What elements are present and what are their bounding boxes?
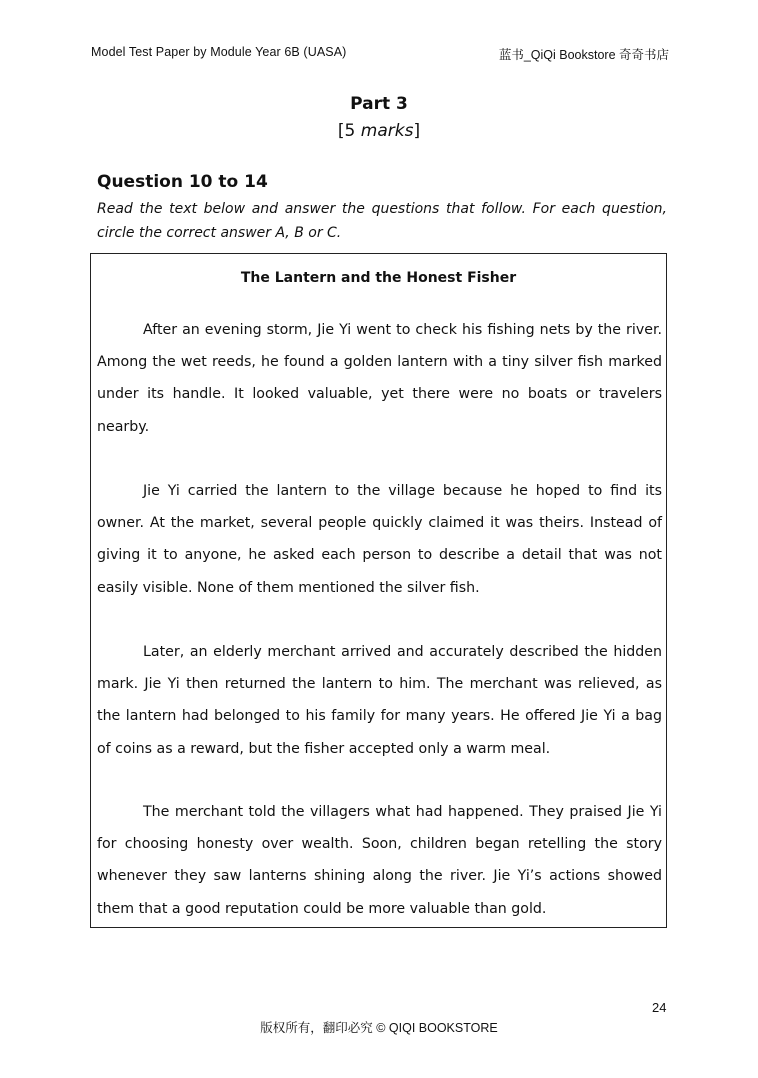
passage-paragraph-4: The merchant told the villagers what had happened. They praised Jie Yi for choosing honesty over wealth. Soon, children began retelling the story whenever they saw lanterns shining along the river. Jie Yi’s actions showed them that a good reputation could be more valuable than gold. [97, 804, 662, 917]
passage-paragraph-2: Jie Yi carried the lantern to the village because he hoped to find its owner. At the market, several people quickly claimed it was theirs. Instead of giving it to anyone, he asked each person to describe a detail that was not easily visible. None of them mentioned the silver fish. [97, 483, 662, 596]
header-left-text: Model Test Paper by Module Year 6B (UASA) [91, 45, 347, 59]
passage-title: The Lantern and the Honest Fisher [240, 270, 517, 286]
marks-word: marks [360, 121, 414, 141]
question-title: Question 10 to 14 [97, 172, 268, 192]
passage-paragraph-3: Later, an elderly merchant arrived and accurately described the hidden mark. Jie Yi then returned the lantern to him. The merchant was relieved, as the lantern had belonged to his family for many years. He offered Jie Yi a bag of coins as a reward, but the fisher accepted only a warm meal. [97, 644, 662, 757]
header-right-text: 蓝书_QiQi Bookstore 奇奇书店 [498, 48, 669, 62]
part-marks [0, 121, 758, 141]
marks-close: ] [413, 121, 421, 141]
part-title: Part 3 [350, 94, 408, 114]
marks-open: [5 [337, 121, 361, 141]
passage-box [90, 253, 667, 928]
question-instructions: Read the text below and answer the questions that follow. For each question, circle the correct answer A, B or C. [97, 201, 667, 241]
passage-paragraph-1: After an evening storm, Jie Yi went to check his fishing nets by the river. Among the wet reeds, he found a golden lantern with a tiny silver fish marked under its handle. It looked valuable, yet there were no boats or travelers nearby. [97, 322, 662, 435]
footer-copyright: 版权所有，翻印必究 © QIQI BOOKSTORE [260, 1021, 498, 1035]
page-number: 24 [652, 1000, 667, 1015]
